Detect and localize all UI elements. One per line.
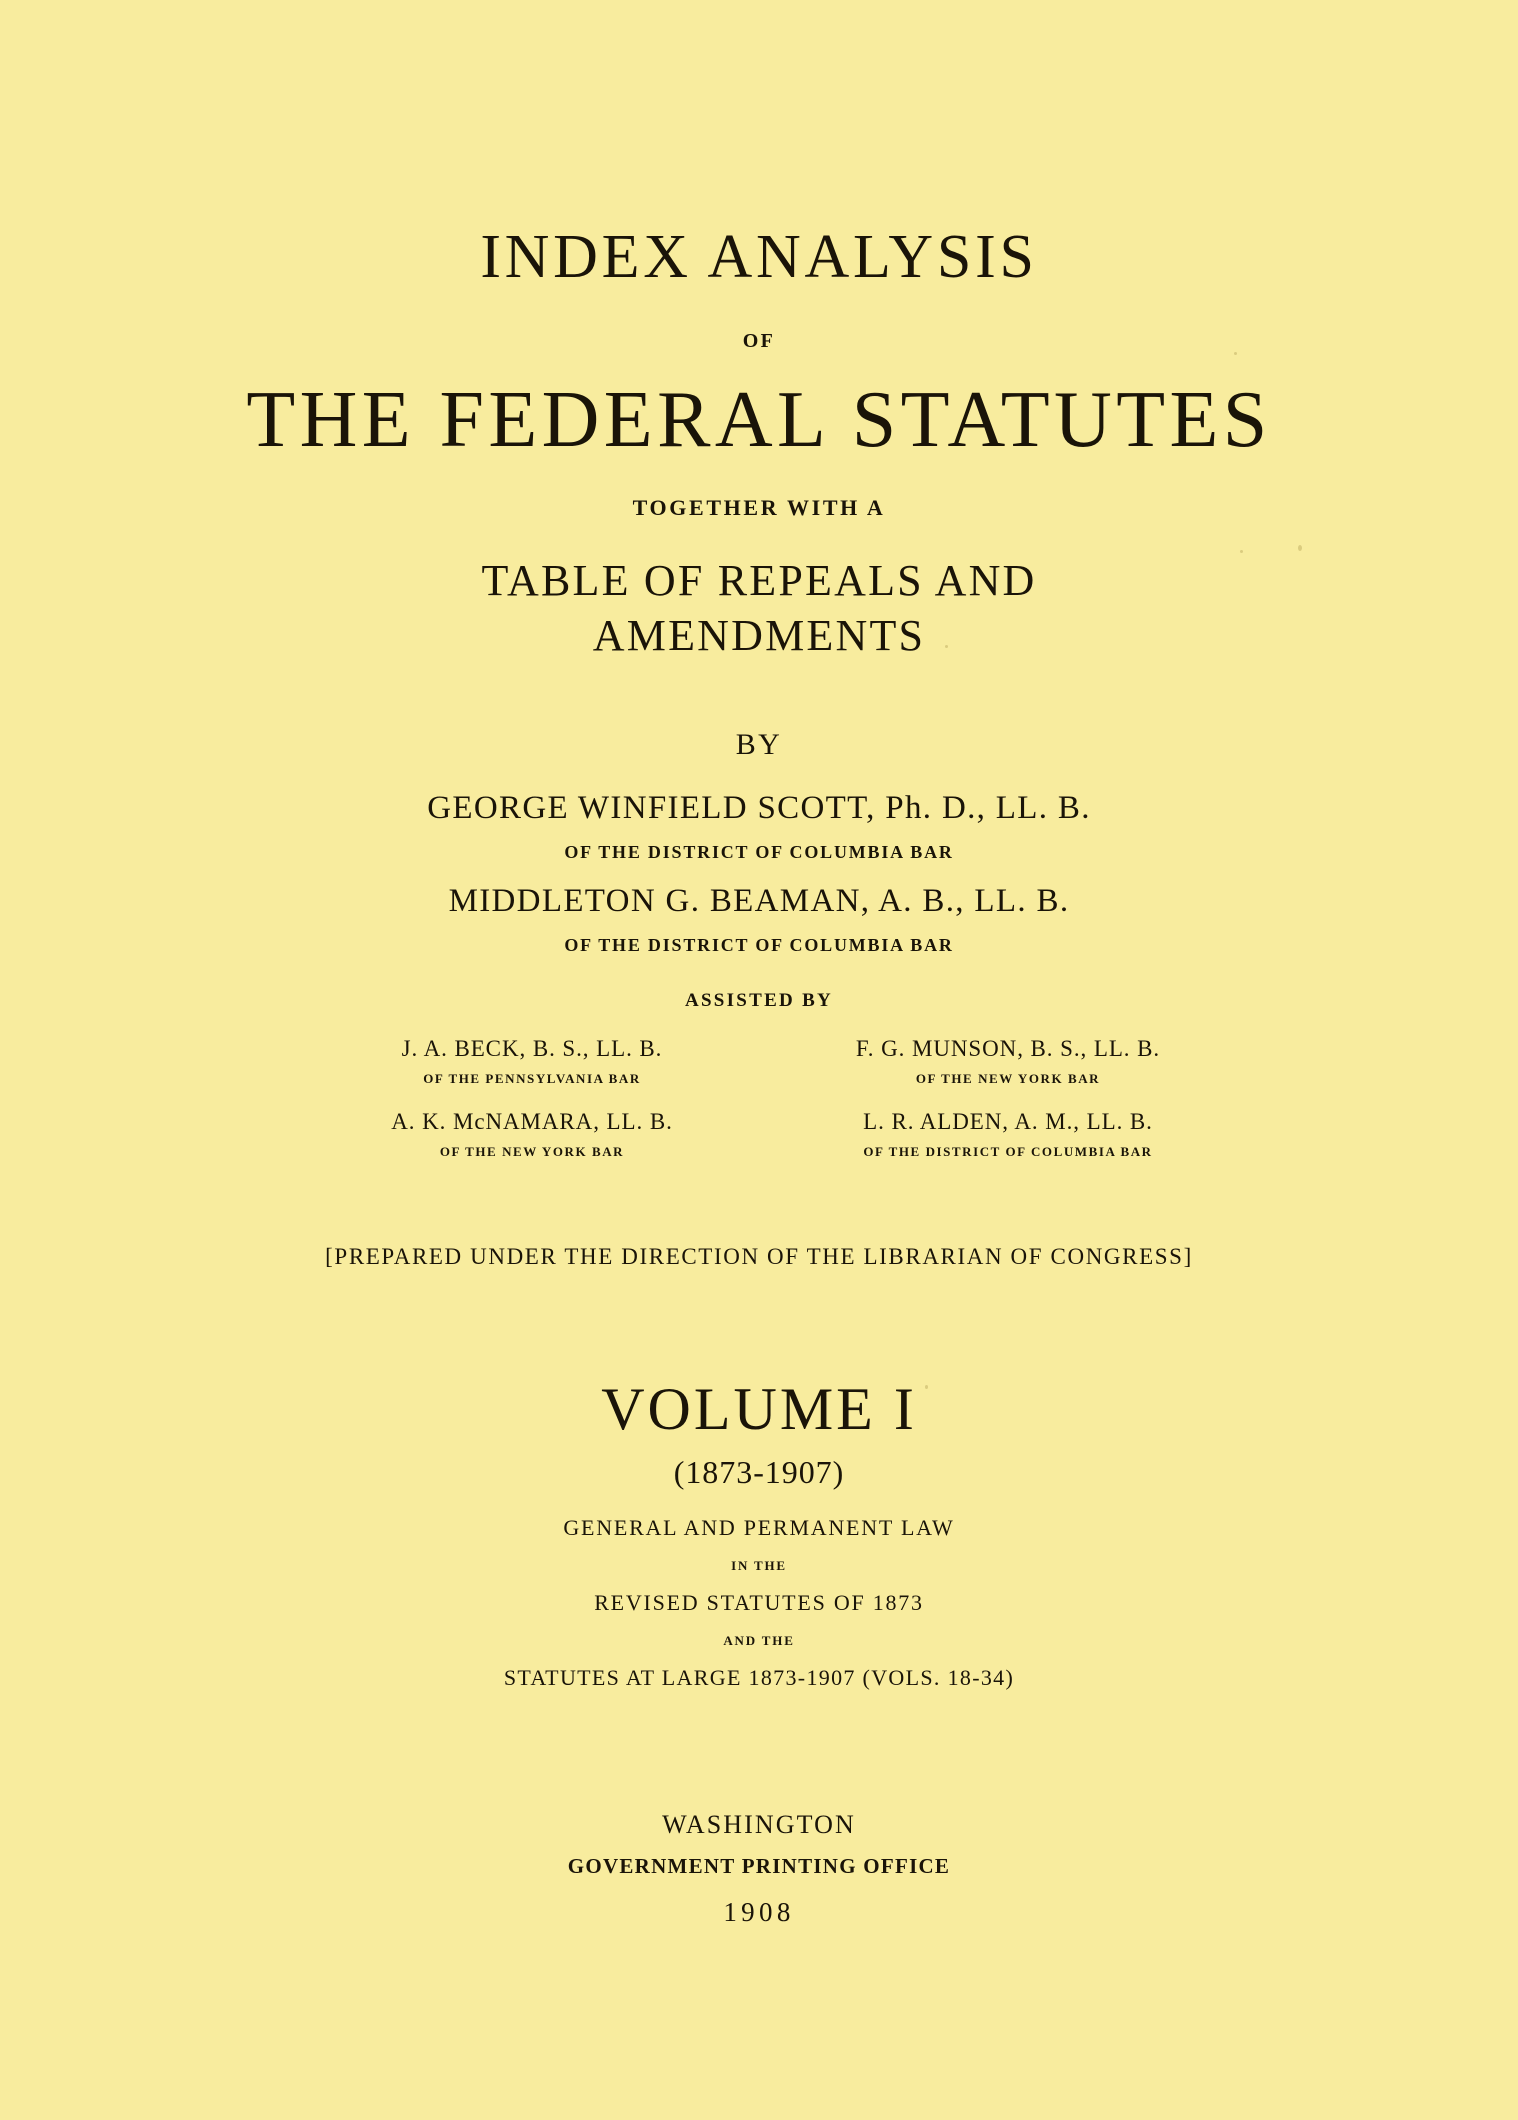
paper-speck	[1234, 352, 1237, 355]
title-line-2: THE FEDERAL STATUTES	[246, 376, 1272, 464]
imprint-city: WASHINGTON	[662, 1810, 856, 1839]
paper-speck	[925, 1385, 928, 1389]
title-line-1: INDEX ANALYSIS	[480, 223, 1038, 291]
assistant-4-name: L. R. ALDEN, A. M., LL. B.	[863, 1109, 1153, 1134]
assistant-3-bar: OF THE NEW YORK BAR	[439, 1144, 625, 1159]
volume-heading: VOLUME I	[601, 1376, 917, 1442]
subtitle-line-2: AMENDMENTS	[592, 611, 926, 660]
volume-years: (1873-1907)	[673, 1454, 845, 1490]
paper-speck	[1240, 550, 1243, 553]
assistant-1-name: J. A. BECK, B. S., LL. B.	[401, 1036, 663, 1061]
scope-and-the: AND THE	[723, 1633, 795, 1648]
assistant-1-bar: OF THE PENNSYLVANIA BAR	[423, 1071, 641, 1086]
scope-in-the: IN THE	[731, 1558, 787, 1573]
of-label: OF	[742, 330, 776, 352]
paper-speck	[945, 645, 948, 648]
scope-line-1: GENERAL AND PERMANENT LAW	[563, 1515, 955, 1540]
by-label: BY	[735, 728, 783, 761]
paper-speck	[1298, 545, 1302, 551]
assistant-4-bar: OF THE DISTRICT OF COLUMBIA BAR	[863, 1144, 1153, 1159]
assisted-label: ASSISTED BY	[684, 990, 834, 1011]
author-2-bar: OF THE DISTRICT OF COLUMBIA BAR	[564, 935, 954, 955]
assistant-3-name: A. K. McNAMARA, LL. B.	[391, 1109, 673, 1134]
author-2-name: MIDDLETON G. BEAMAN, A. B., LL. B.	[448, 883, 1070, 919]
author-1-bar: OF THE DISTRICT OF COLUMBIA BAR	[564, 842, 954, 862]
imprint-year: 1908	[723, 1897, 795, 1927]
imprint-publisher: GOVERNMENT PRINTING OFFICE	[567, 1854, 951, 1878]
subtitle-line-1: TABLE OF REPEALS AND	[481, 556, 1037, 605]
prepared-note: [PREPARED UNDER THE DIRECTION OF THE LIBRARIAN OF CONGRESS]	[325, 1244, 1193, 1269]
together-label: TOGETHER WITH A	[632, 495, 886, 520]
scope-line-2: REVISED STATUTES OF 1873	[594, 1590, 924, 1615]
scope-line-3: STATUTES AT LARGE 1873-1907 (VOLS. 18-34)	[503, 1665, 1015, 1690]
assistant-2-bar: OF THE NEW YORK BAR	[915, 1071, 1101, 1086]
assistant-2-name: F. G. MUNSON, B. S., LL. B.	[855, 1036, 1161, 1061]
author-1-name: GEORGE WINFIELD SCOTT, Ph. D., LL. B.	[427, 790, 1091, 826]
